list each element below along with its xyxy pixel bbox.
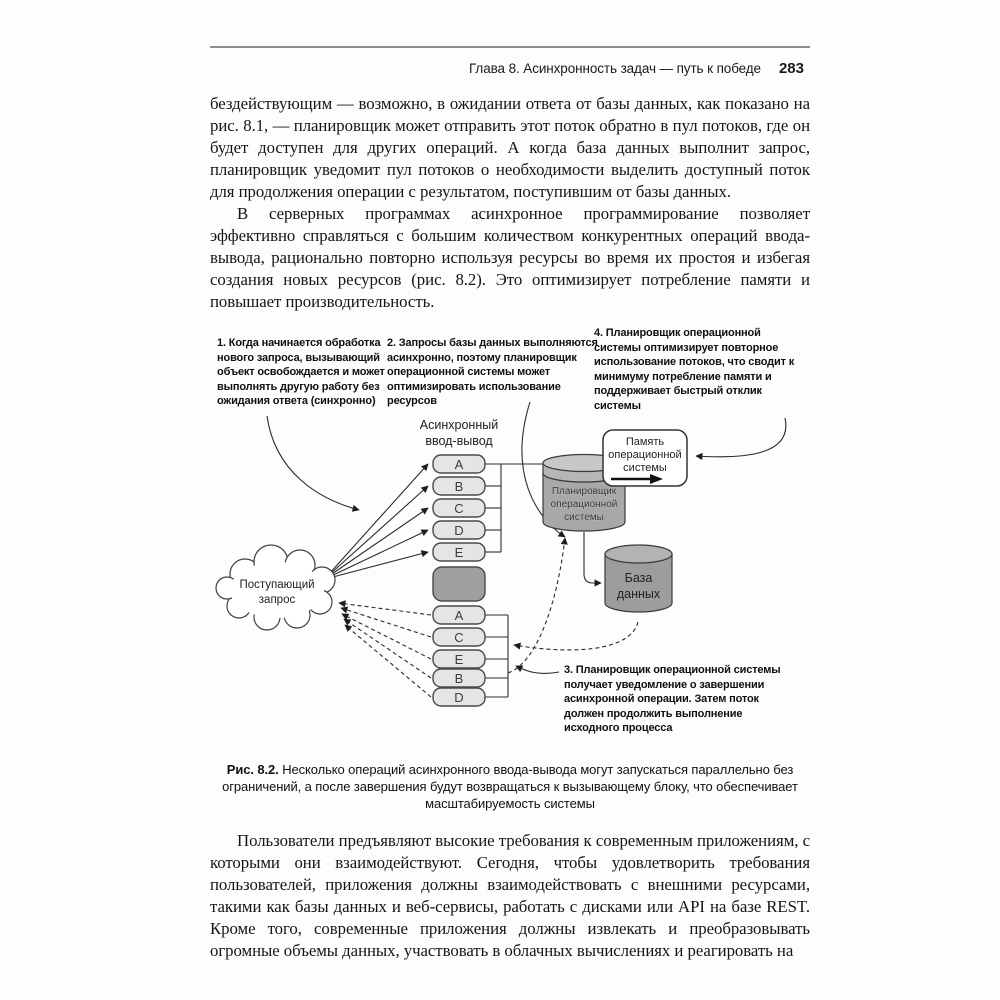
io-block-label: C <box>454 501 464 516</box>
os-memory-box <box>603 430 687 486</box>
busy-block <box>433 567 485 601</box>
io-block-label: B <box>454 479 464 494</box>
scheduler-label-line1: Планировщик <box>551 486 617 497</box>
annotation-2: 2. Запросы базы данных выполняются асинхронно, поэтому планировщик операционной системы может оптимизировать использование ресурсов <box>387 337 598 407</box>
annotation3-arrow <box>516 666 559 673</box>
scheduler-notify-arrow <box>508 538 565 673</box>
figure-caption-text: Несколько операций асинхронного ввода-вывода могут запускаться параллельно без ограничений, а после завершения будут возвращаться к вызывающему блоку, что обеспечивает масштабируемость системы <box>222 762 798 811</box>
page-number: 283 <box>778 60 804 77</box>
completed-request-arrows <box>339 603 431 697</box>
chapter-title: Глава 8. Асинхронность задач — путь к победе <box>468 61 761 76</box>
memory-label-line3: системы <box>623 462 667 474</box>
stack1-bracket <box>485 464 543 552</box>
io-stack-top <box>433 455 485 561</box>
async-io-label <box>420 418 498 448</box>
annotation-3: 3. Планировщик операционной системы получает уведомление о завершении асинхронной операции. Затем поток должен продолжить выполнение исходного процесса <box>564 664 781 734</box>
figure-caption <box>218 761 802 812</box>
io-block-label: A <box>454 457 464 472</box>
io-stack-bottom <box>433 606 485 706</box>
io-block-label: D <box>454 690 464 705</box>
io-block-label: E <box>454 545 464 560</box>
io-block-label: D <box>454 523 464 538</box>
paragraph-3: Пользователи предъявляют высокие требования к современным приложениям, с которыми они взаимодействуют. Сегодня, чтобы удовлетворить требования пользователей, приложения должны взаимодействовать с внешними ресурсами, такими как базы данных и веб-сервисы, работать с дисками или API на базе REST. Кроме того, современные приложения должны извлекать и преобразовывать огромные объемы данных, участвовать в облачных вычислениях и реагировать на <box>210 831 810 960</box>
db-notify-arrow <box>514 622 638 650</box>
page-header <box>210 60 810 77</box>
svg-text:ввод-вывод: ввод-вывод <box>425 434 493 448</box>
annotation4-arrow <box>696 418 786 457</box>
scheduler-label-line2: операционной <box>550 499 618 510</box>
database-cylinder <box>605 545 672 612</box>
cloud-label-line1: Поступающий <box>239 579 315 591</box>
io-block-label: C <box>454 630 464 645</box>
annotation1-arrow <box>267 416 359 510</box>
svg-text:Асинхронный: Асинхронный <box>419 418 499 432</box>
scheduler-label-line3: системы <box>564 512 604 523</box>
cloud-label-line2: запрос <box>258 594 296 606</box>
paragraph-1: бездействующим — возможно, в ожидании ответа от базы данных, как показано на рис. 8.1, — планировщик может отправить этот поток обратно в пул потоков, где он будет доступен для других операций. А когда база данных выполнит запрос, планировщик уведомит пул потоков о необходимости выделить доступный поток для продолжения операции с результатом, поступившим от базы данных. <box>210 94 810 201</box>
memory-label-line1: Память <box>625 436 665 448</box>
io-block-label: E <box>454 652 464 667</box>
database-label-line1: База <box>624 571 653 585</box>
io-block-label: B <box>454 671 464 686</box>
paragraph-2: В серверных программах асинхронное программирование позволяет эффективно справляться с большим количеством конкурентных операций ввода-вывода, рационально повторно используя ресурсы во время их простоя и избегая создания новых ресурсов (рис. 8.2). Это оптимизирует потребление памяти и повышает производительность. <box>210 204 810 311</box>
stack2-bracket <box>485 615 508 697</box>
incoming-request-arrows <box>329 464 428 578</box>
page-content <box>210 46 810 962</box>
memory-label-line2: операционной <box>608 449 682 461</box>
annotation-4: 4. Планировщик операционной системы оптимизирует повторное использование потоков, что сводит к минимуму потребление памяти и поддерживает быстрый отклик системы <box>594 327 795 412</box>
figure-8-2-diagram <box>205 322 805 759</box>
database-label-line2: данных <box>616 587 661 601</box>
annotation-1: 1. Когда начинается обработка нового запроса, вызывающий объект освобождается и может выполнять другую работу без ожидания ответа (синхронно) <box>217 337 385 407</box>
incoming-request-cloud <box>216 545 335 630</box>
scheduler-db-arrow <box>584 532 601 583</box>
io-block-label: A <box>454 608 464 623</box>
figure-caption-label: Рис. 8.2. <box>226 762 279 777</box>
header-rule <box>210 46 810 48</box>
